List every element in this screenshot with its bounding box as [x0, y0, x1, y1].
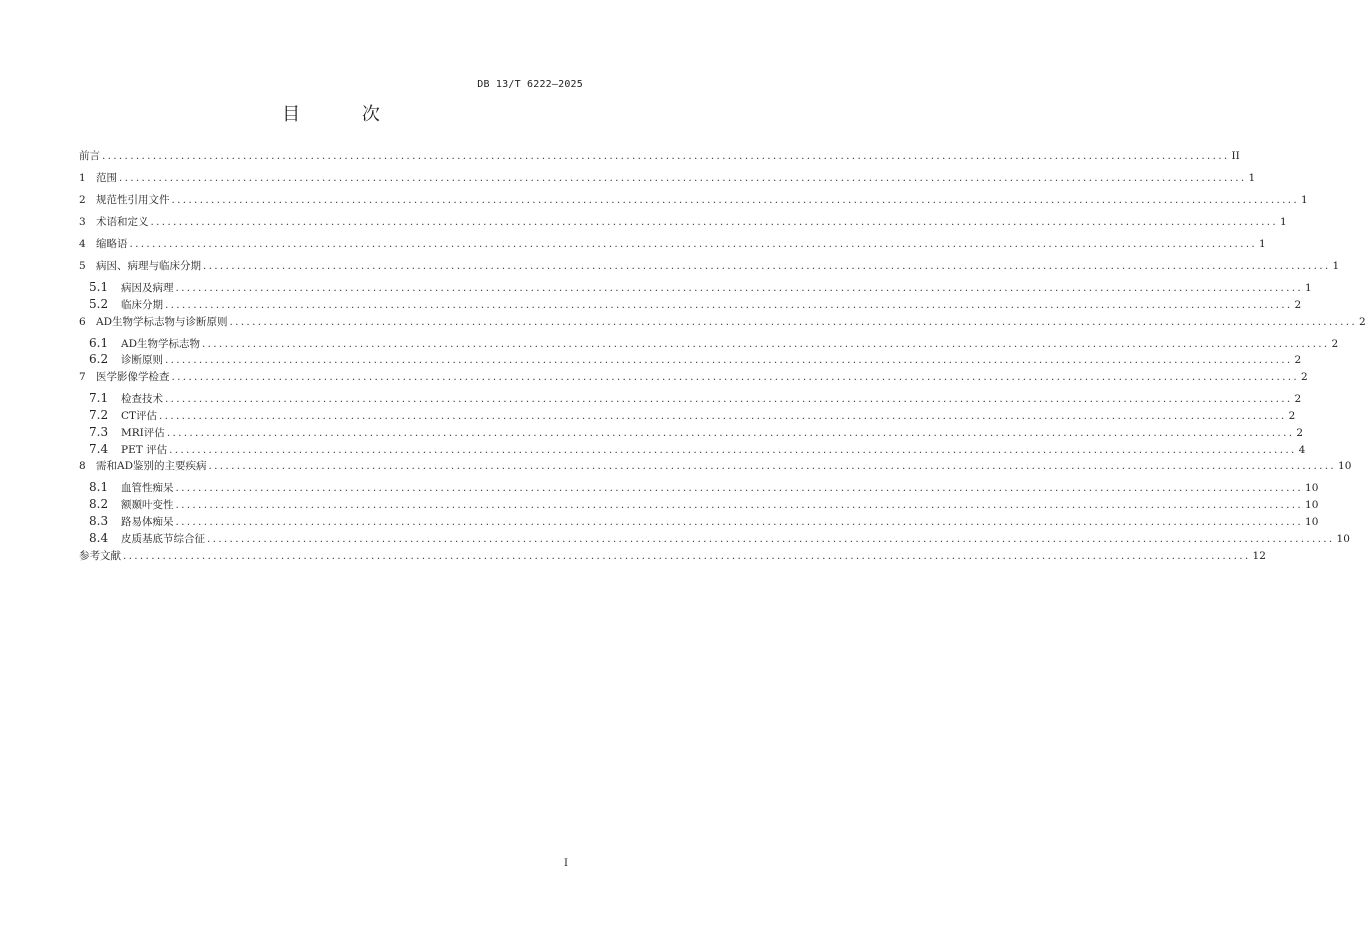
toc-entry[interactable] [79, 480, 1319, 497]
toc-entry-label: 皮质基底节综合征 [121, 532, 205, 545]
toc-entry-page: 1 [1301, 194, 1308, 206]
toc-entry-number: 4 [79, 238, 86, 250]
page-title: 目 次 [282, 104, 408, 125]
toc-entry-number: 7.2 [89, 407, 109, 422]
toc-entry[interactable] [79, 258, 1340, 280]
document-code: DB 13/T 6222—2025 [477, 79, 583, 90]
dot-leader: ........................................................................................................................................................................................................ [123, 549, 1251, 562]
toc-entry-number: 5.2 [89, 296, 109, 311]
toc-entry[interactable] [79, 296, 1302, 314]
toc-entry-number: 6 [79, 315, 86, 328]
toc-entry-number: 6.1 [89, 335, 109, 350]
toc-entry[interactable] [79, 407, 1296, 425]
toc-entry[interactable] [79, 192, 1308, 214]
toc-entry-number: 6.2 [89, 352, 109, 367]
dot-leader: ........................................................................................................................................................................................................ [171, 194, 1300, 206]
toc-entry-number: 8.4 [89, 530, 109, 545]
toc-entry[interactable] [79, 170, 1256, 192]
toc-entry-label: AD生物学标志物 [121, 337, 201, 350]
toc-entry[interactable] [79, 335, 1339, 353]
toc-entry[interactable] [79, 391, 1302, 408]
toc-entry-page: 4 [1298, 443, 1306, 456]
toc-entry-page: 2 [1301, 371, 1308, 384]
toc-entry-page: 10 [1336, 532, 1350, 545]
toc-entry-label: MRI评估 [121, 426, 165, 439]
toc-entry-page: 1 [1280, 216, 1287, 228]
dot-leader: ........................................................................................................................................................................................................ [102, 150, 1230, 162]
toc-entry-label: 临床分期 [121, 298, 163, 311]
toc-entry-page: 10 [1305, 499, 1319, 512]
dot-leader: ........................................................................................................................................................................................................ [171, 371, 1300, 384]
toc-entry-number: 8.1 [89, 480, 109, 495]
toc-entry-number: 8.3 [89, 513, 109, 528]
dot-leader: ........................................................................................................................................................................................................ [175, 515, 1304, 528]
toc-entry[interactable] [79, 214, 1287, 236]
toc-entry-label: AD生物学标志物与诊断原则 [96, 315, 228, 328]
toc-entry-number: 2 [79, 194, 86, 206]
toc-entry-label: 检查技术 [121, 393, 163, 406]
toc-entry-page: 2 [1359, 315, 1366, 328]
dot-leader: ........................................................................................................................................................................................................ [119, 172, 1247, 184]
toc-entry[interactable] [79, 148, 1240, 170]
toc-entry-label: 病因、病理与临床分期 [96, 260, 201, 272]
toc-entry[interactable] [79, 369, 1308, 391]
dot-leader: ........................................................................................................................................................................................................ [166, 426, 1295, 439]
dot-leader: ........................................................................................................................................................................................................ [207, 532, 1335, 545]
dot-leader: ........................................................................................................................................................................................................ [165, 354, 1293, 367]
toc-entry[interactable] [79, 424, 1304, 442]
toc-entry[interactable] [79, 458, 1352, 480]
dot-leader: ........................................................................................................................................................................................................ [159, 409, 1287, 422]
toc-entry-label: 范围 [96, 172, 117, 184]
toc-entry[interactable] [79, 548, 1266, 570]
dot-leader: ........................................................................................................................................................................................................ [150, 216, 1279, 228]
toc-entry-number: 8 [79, 460, 86, 473]
toc-entry-label: 路易体痴呆 [121, 515, 174, 528]
dot-leader: ........................................................................................................................................................................................................ [165, 298, 1293, 311]
toc-entry-number: 7 [79, 371, 86, 384]
toc-entry-page: 1 [1305, 282, 1312, 294]
toc-entry[interactable] [79, 236, 1266, 258]
dot-leader: ........................................................................................................................................................................................................ [208, 460, 1337, 473]
toc-entry-number: 7.1 [89, 391, 109, 406]
toc-entry[interactable] [79, 530, 1350, 548]
toc-entry-number: 5.1 [89, 280, 109, 294]
dot-leader: ........................................................................................................................................................................................................ [175, 499, 1304, 512]
toc-entry-page: 2 [1294, 354, 1302, 367]
toc-entry-label: 前言 [79, 150, 100, 162]
dot-leader: ........................................................................................................................................................................................................ [169, 443, 1297, 456]
toc-entry-number: 5 [79, 260, 86, 272]
dot-leader: ........................................................................................................................................................................................................ [129, 238, 1258, 250]
toc-entry-label: 规范性引用文件 [96, 194, 170, 206]
toc-entry-page: II [1231, 150, 1240, 162]
toc-entry[interactable] [79, 314, 1366, 336]
toc-entry-number: 7.4 [89, 441, 109, 456]
toc-entry-number: 1 [79, 172, 86, 184]
toc-entry-page: 10 [1305, 482, 1319, 495]
dot-leader: ........................................................................................................................................................................................................ [229, 315, 1358, 328]
dot-leader: ........................................................................................................................................................................................................ [202, 337, 1330, 350]
toc-entry-page: 1 [1332, 260, 1340, 272]
toc-entry-label: CT评估 [121, 409, 158, 422]
toc-entry[interactable] [79, 513, 1319, 531]
page-number: I [564, 858, 568, 869]
dot-leader: ........................................................................................................................................................................................................ [203, 260, 1331, 272]
toc-entry-label: 医学影像学检查 [96, 371, 170, 384]
toc-entry-label: PET 评估 [121, 443, 168, 456]
dot-leader: ........................................................................................................................................................................................................ [175, 282, 1304, 294]
toc-entry-label: 缩略语 [96, 238, 128, 250]
toc-entry[interactable] [79, 280, 1312, 297]
toc-entry-label: 参考文献 [79, 549, 121, 562]
table-of-contents [79, 148, 1366, 570]
toc-entry-page: 2 [1294, 393, 1302, 406]
toc-entry-page: 10 [1305, 515, 1319, 528]
toc-entry[interactable] [79, 441, 1306, 459]
toc-entry-number: 7.3 [89, 424, 109, 439]
toc-entry-label: 额颞叶变性 [121, 499, 174, 512]
dot-leader: ........................................................................................................................................................................................................ [175, 482, 1304, 495]
toc-entry-label: 术语和定义 [96, 216, 149, 228]
toc-entry-label: 病因及病理 [121, 282, 174, 294]
toc-entry[interactable] [79, 497, 1319, 514]
toc-entry-page: 1 [1259, 238, 1266, 250]
toc-entry-page: 10 [1338, 460, 1352, 473]
dot-leader: ........................................................................................................................................................................................................ [165, 393, 1293, 406]
toc-entry-page: 2 [1294, 298, 1302, 311]
toc-entry[interactable] [79, 352, 1302, 369]
toc-entry-label: 血管性痴呆 [121, 482, 174, 495]
toc-entry-label: 需和AD鉴别的主要疾病 [96, 460, 207, 473]
toc-entry-number: 3 [79, 216, 86, 228]
toc-entry-page: 1 [1248, 172, 1256, 184]
toc-entry-page: 2 [1288, 409, 1296, 422]
toc-entry-page: 2 [1331, 337, 1339, 350]
toc-entry-page: 12 [1252, 549, 1266, 562]
toc-entry-label: 诊断原则 [121, 354, 163, 367]
toc-entry-number: 8.2 [89, 497, 109, 512]
toc-entry-page: 2 [1296, 426, 1304, 439]
